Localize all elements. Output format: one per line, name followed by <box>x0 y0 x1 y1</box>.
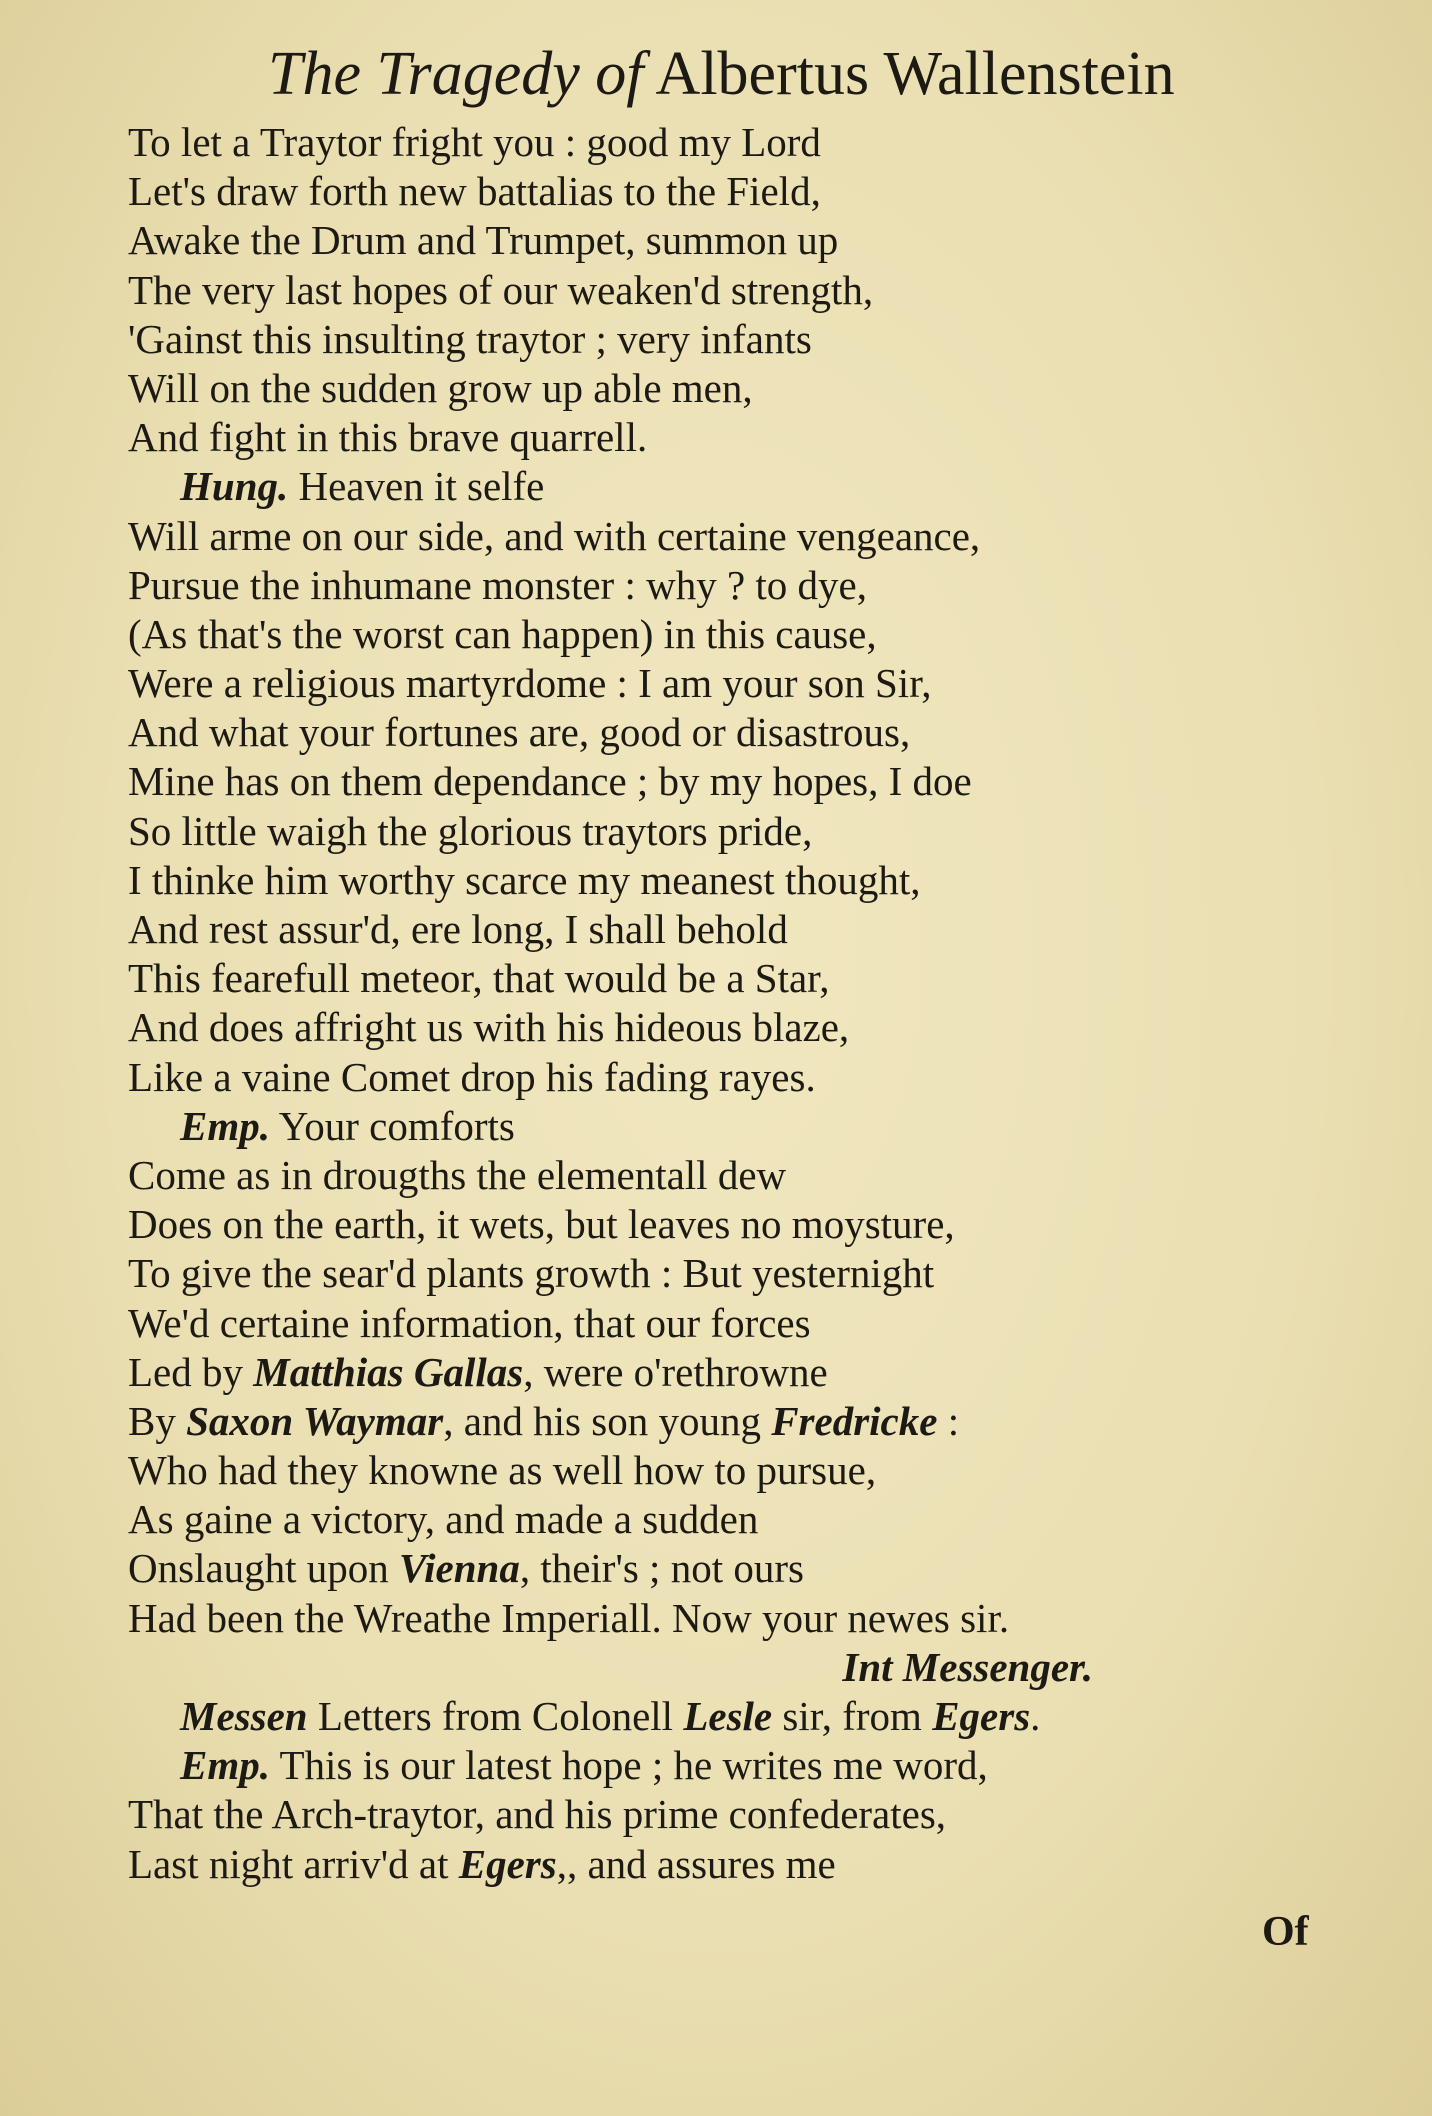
italic-name: Egers <box>458 1840 557 1887</box>
italic-name: Matthias Gallas <box>253 1348 524 1395</box>
verse-line <box>128 1840 1278 1889</box>
text-run: , were o'rethrowne <box>523 1348 828 1395</box>
verse-line <box>128 1053 1278 1102</box>
verse-line <box>128 1151 1278 1200</box>
text-run: Mine has on them dependance ; by my hopes, I doe <box>128 758 972 805</box>
verse-line <box>128 1397 1278 1446</box>
verse-line <box>128 364 1278 413</box>
speaker-name: Hung. <box>180 463 289 510</box>
text-run: This fearefull meteor, that would be a Star, <box>128 955 830 1002</box>
text-run: And fight in this brave quarrell. <box>128 414 648 461</box>
italic-name: Fredricke <box>771 1397 938 1444</box>
verse-line <box>128 118 1278 167</box>
text-run: This is our latest hope ; he writes me word, <box>279 1742 988 1789</box>
text-run: : <box>937 1397 960 1444</box>
verse-line <box>128 266 1278 315</box>
verse-line <box>128 413 1278 462</box>
text-run: As gaine a victory, and made a sudden <box>128 1496 759 1543</box>
verse-line <box>128 807 1278 856</box>
running-head-italic: The Tragedy of <box>268 40 644 108</box>
running-head-title: Albertus Wallenstein <box>655 40 1175 108</box>
text-run: Pursue the inhumane monster : why ? to dye, <box>128 561 868 608</box>
running-head <box>268 34 1175 114</box>
verse-line <box>128 954 1278 1003</box>
text-run: , and his son young <box>443 1397 772 1444</box>
stage-direction <box>128 1643 1278 1692</box>
italic-name: Vienna <box>399 1545 520 1592</box>
text-run: To give the sear'd plants growth : But yesternight <box>128 1250 935 1297</box>
verse-line <box>128 610 1278 659</box>
text-run: ,, and assures me <box>556 1840 836 1887</box>
text-run: I thinke him worthy scarce my meanest thought, <box>128 856 921 903</box>
verse-line <box>128 1102 1278 1151</box>
verse-line <box>128 512 1278 561</box>
verse-line <box>128 216 1278 265</box>
text-run: That the Arch-traytor, and his prime confederates, <box>128 1791 947 1838</box>
text-run: Will on the sudden grow up able men, <box>128 364 753 411</box>
verse-line <box>128 1348 1278 1397</box>
text-run: Who had they knowne as well how to pursue, <box>128 1447 877 1494</box>
verse-line <box>128 1200 1278 1249</box>
verse-line <box>128 1544 1278 1593</box>
verse-line <box>128 708 1278 757</box>
text-run: Heaven it selfe <box>298 463 545 510</box>
text-run: And does affright us with his hideous blaze, <box>128 1004 850 1051</box>
verse-line <box>128 757 1278 806</box>
speaker-name: Emp. <box>180 1742 270 1789</box>
text-run: , their's ; not ours <box>519 1545 804 1592</box>
text-run: Awake the Drum and Trumpet, summon up <box>128 217 839 264</box>
verse-line <box>128 1692 1278 1741</box>
verse-line <box>128 1495 1278 1544</box>
speaker-name: Emp. <box>180 1102 270 1149</box>
text-run: (As that's the worst can happen) in this cause, <box>128 610 877 657</box>
speaker-name: Messen <box>180 1693 308 1739</box>
text-run: Onslaught upon <box>128 1545 400 1592</box>
italic-name: Saxon Waymar <box>186 1397 444 1444</box>
text-run: sir, from <box>772 1693 933 1739</box>
catchword: Of <box>1262 1909 1309 1955</box>
text-run: Does on the earth, it wets, but leaves no moysture, <box>128 1201 955 1248</box>
text-run: Will arme on our side, and with certaine vengeance, <box>128 512 981 559</box>
italic-name: Int Messenger. <box>842 1643 1093 1690</box>
text-run: And what your fortunes are, good or disastrous, <box>128 709 911 756</box>
italic-name: Lesle <box>683 1693 773 1739</box>
text-run: Let's draw forth new battalias to the Field, <box>128 168 821 215</box>
verse-line <box>128 1299 1278 1348</box>
text-run: We'd certaine information, that our forces <box>128 1299 811 1346</box>
verse-line <box>128 659 1278 708</box>
text-run: The very last hopes of our weaken'd strength, <box>128 266 874 313</box>
verse-line <box>128 1594 1278 1643</box>
italic-name: Egers <box>932 1693 1031 1739</box>
verse-line <box>128 905 1278 954</box>
text-run: Letters from Colonell <box>317 1693 684 1739</box>
text-run: By <box>128 1397 187 1444</box>
text-run: And rest assur'd, ere long, I shall behold <box>128 906 788 952</box>
text-run: Like a vaine Comet drop his fading rayes. <box>128 1053 816 1100</box>
text-run: So little waigh the glorious traytors pride, <box>128 807 813 854</box>
verse-line <box>128 315 1278 364</box>
text-run: Were a religious martyrdome : I am your son Sir, <box>128 660 932 707</box>
verse-line <box>128 1249 1278 1298</box>
verse-line <box>128 1003 1278 1052</box>
verse-line <box>128 1741 1278 1790</box>
verse-line <box>128 1790 1278 1839</box>
verse-line <box>128 561 1278 610</box>
verse-line <box>128 167 1278 216</box>
verse-line <box>128 856 1278 905</box>
text-run: 'Gainst this insulting traytor ; very infants <box>128 315 812 362</box>
verse-line <box>128 1446 1278 1495</box>
text-run: Come as in drougths the elementall dew <box>128 1151 787 1198</box>
text-run: Last night arriv'd at <box>128 1840 459 1887</box>
text-run: . <box>1030 1693 1041 1739</box>
text-run: Led by <box>128 1348 254 1395</box>
text-run: Had been the Wreathe Imperiall. Now your newes sir. <box>128 1594 1010 1641</box>
text-run: To let a Traytor fright you : good my Lord <box>128 119 821 165</box>
verse-line <box>128 462 1278 511</box>
text-run: Your comforts <box>278 1102 515 1149</box>
verse-block <box>128 118 1278 1889</box>
